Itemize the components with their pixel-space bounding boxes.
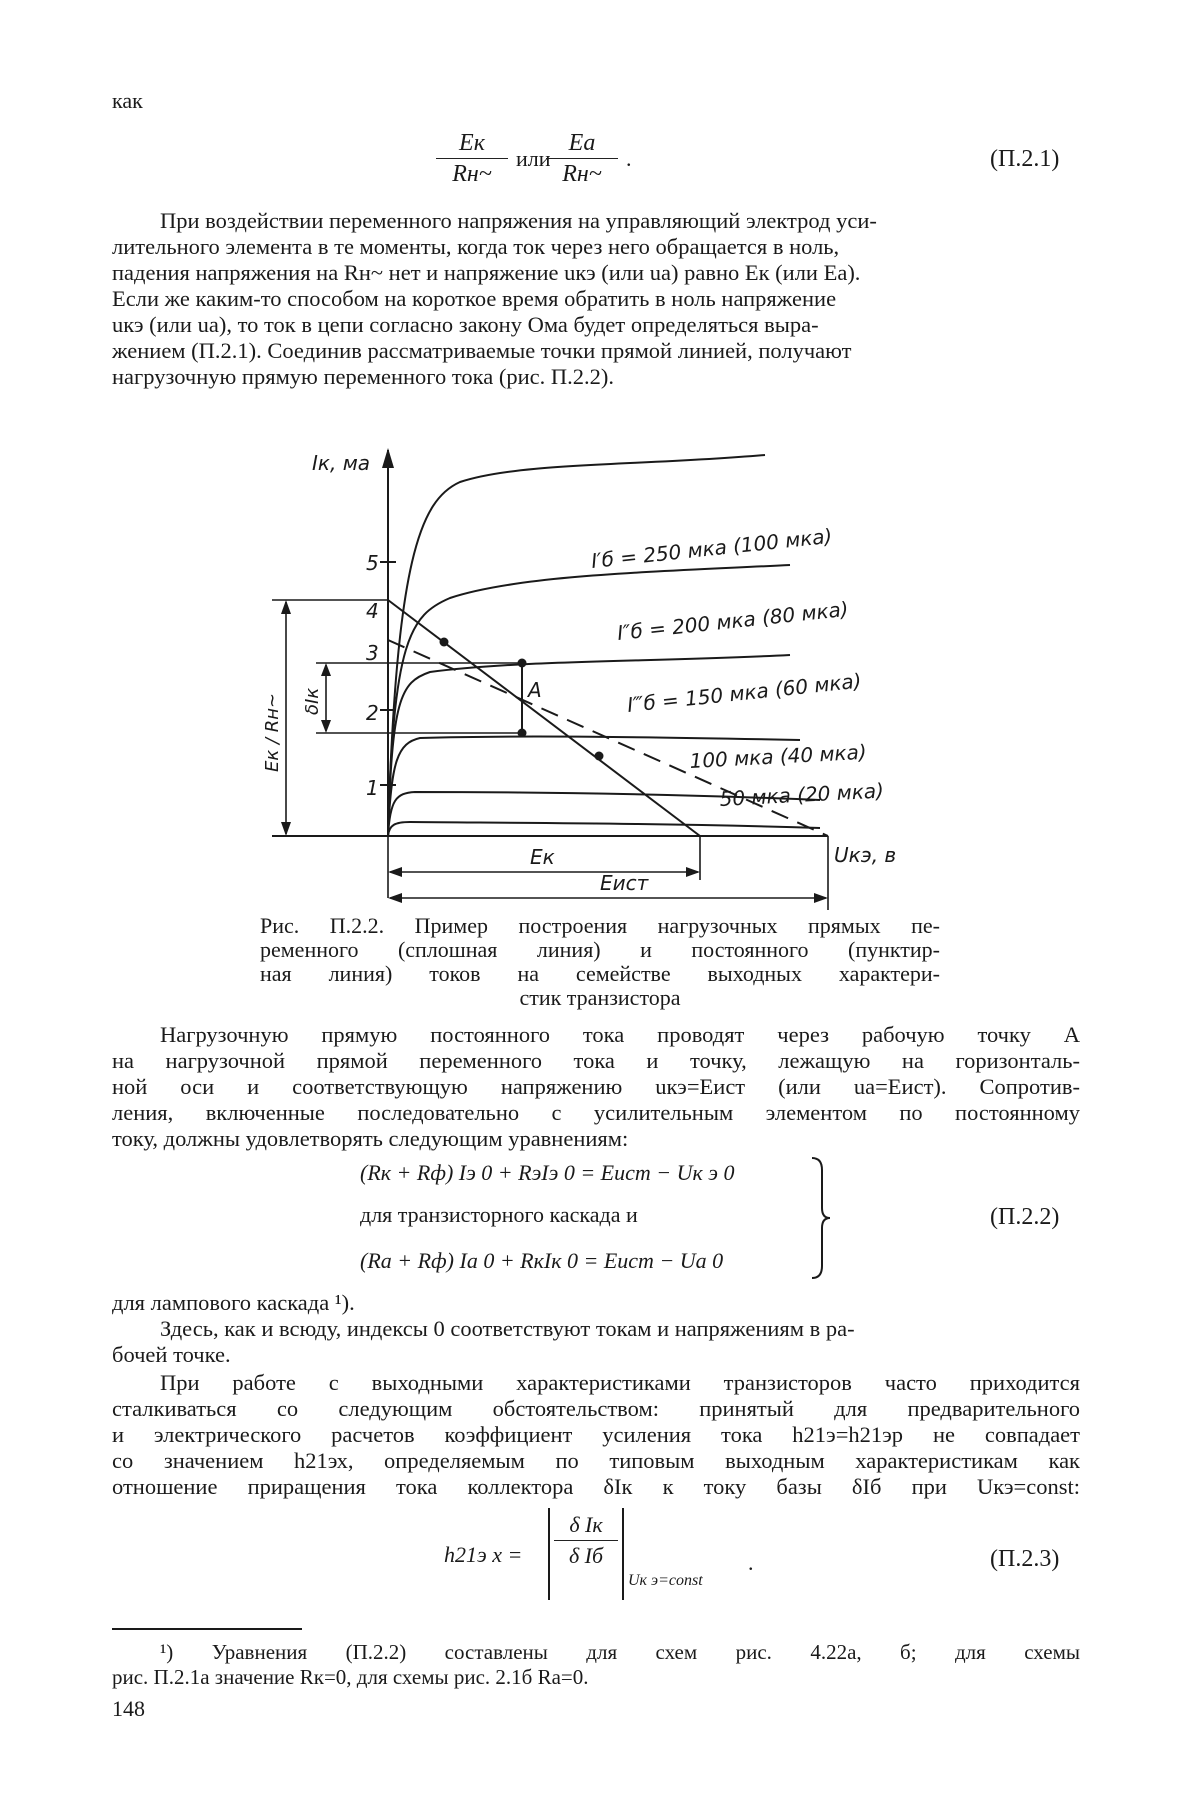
curve-label-250: I′б = 250 мка (100 мка) [590, 523, 834, 573]
arrowhead [281, 600, 291, 614]
text-line: При воздействии переменного напряжения на управляющий электрод уси- [160, 208, 877, 233]
eq3-num: δ Iк [554, 1510, 618, 1541]
text-line: на нагрузочной прямой переменного тока и точку, лежащую на горизонталь- [112, 1048, 1080, 1073]
footnote-line: ¹) Уравнения (П.2.2) составлены для схем рис. 4.22а, б; для схемы [160, 1640, 1080, 1664]
text-line: ления, включенные последовательно с усилительным элементом по постоянному [112, 1100, 1080, 1125]
y-tick-label-4: 4 [366, 599, 379, 623]
caption-line: ременного (сплошная линия) и постоянного (пунктир- [260, 937, 940, 962]
paragraph-4 [112, 1370, 1080, 1500]
text-line: току, должны удовлетворять следующим уравнениям: [112, 1126, 629, 1151]
text-line: со значением h21эх, определяемым по типовым выходным характеристикам как [112, 1448, 1080, 1473]
curve-label-50: 50 мка (20 мка) [719, 778, 885, 811]
text-line: жением (П.2.1). Соединив рассматриваемые точки прямой линией, получают [112, 338, 852, 363]
text-line: и электрического расчетов коэффициент усиления тока h21э=h21эр не совпадает [112, 1422, 1080, 1447]
page-number: 148 [112, 1696, 145, 1721]
arrowhead [321, 720, 331, 733]
curve-label-100: 100 мка (40 мка) [689, 739, 868, 773]
eq3-den: δ Iб [568, 1543, 604, 1568]
figure-caption [260, 914, 940, 1010]
text-line: для лампового каскада ¹). [112, 1290, 355, 1315]
text-line: падения напряжения на Rн~ нет и напряжение uкэ (или uа) равно Eк (или Eа). [112, 260, 861, 285]
eq3-abs-right-bar [622, 1508, 624, 1600]
text-line: лительного элемента в те моменты, когда ток через него обращается в ноль, [112, 234, 840, 259]
caption-line: ная линия) токов на семействе выходных характери- [260, 961, 940, 986]
dim-label-Ek-Rn: Eк / Rн~ [262, 692, 283, 772]
caption-line: стик транзистора [519, 985, 681, 1010]
eq3-lhs: h21э х = [444, 1542, 523, 1567]
arrowhead [388, 867, 402, 877]
load-point [595, 752, 604, 761]
y-tick-label-5: 5 [366, 551, 379, 575]
eq1-num1: Eк [436, 128, 508, 159]
eq1-den2: Rн~ [562, 161, 602, 187]
eq3-subscript: Uк э=const [628, 1572, 703, 1589]
curve-label-150: I‴б = 150 мка (60 мка) [626, 668, 863, 717]
paragraph-2 [112, 1022, 1080, 1152]
y-tick-label-2: 2 [366, 701, 379, 725]
dim-label-Eist: Eист [600, 871, 649, 895]
text-line: отношение приращения тока коллектора δIк к току базы δIб при Uкэ=const: [112, 1474, 1080, 1499]
arrowhead [281, 822, 291, 836]
footnote [112, 1640, 1080, 1690]
eq3-tail: . [748, 1550, 754, 1575]
point-label-A: A [528, 678, 542, 702]
text-line: сталкиваться со следующим обстоятельством: принятый для предварительного [112, 1396, 1080, 1421]
footnote-rule [112, 1628, 302, 1630]
y-axis-arrow [382, 448, 394, 468]
arrowhead [814, 893, 828, 903]
eq2-line-2: (Rа + Rф) Iа 0 + RкIк 0 = Eист − Uа 0 [360, 1248, 724, 1273]
load-point [518, 659, 527, 668]
caption-line: Рис. П.2.2. Пример построения нагрузочных прямых пе- [260, 913, 940, 938]
eq1-number: (П.2.1) [990, 146, 1060, 172]
eq1-connector: или [516, 146, 551, 171]
y-axis-label: Iк, ма [312, 451, 371, 475]
load-point [440, 638, 449, 647]
eq3-number: (П.2.3) [990, 1546, 1060, 1572]
text-line: Если же каким-то способом на короткое время обратить в ноль напряжение [112, 286, 837, 311]
arrowhead [388, 893, 402, 903]
y-tick-label-3: 3 [366, 641, 379, 665]
curve-label-200: I″б = 200 мка (80 мка) [616, 596, 850, 645]
text-line: При работе с выходными характеристиками транзисторов часто приходится [160, 1370, 1080, 1395]
top-word: как [112, 88, 143, 113]
text-line: Нагрузочную прямую постоянного тока проводят через рабочую точку A [160, 1022, 1080, 1047]
footnote-line: рис. П.2.1а значение Rк=0, для схемы рис. 2.1б Rа=0. [112, 1665, 589, 1689]
paragraph-3 [112, 1290, 1080, 1368]
eq2-number: (П.2.2) [990, 1204, 1060, 1230]
eq2-line-1: (Rк + Rф) Iэ 0 + RэIэ 0 = Eист − Uк э 0 [360, 1160, 735, 1185]
y-tick-label-1: 1 [366, 776, 379, 800]
text-line: uкэ (или uа), то ток в цепи согласно закону Ома будет определяться выра- [112, 312, 819, 337]
eq2-middle-text: для транзисторного каскада и [360, 1202, 638, 1227]
arrowhead [321, 663, 331, 676]
eq1-tail: . [626, 146, 632, 171]
eq1-num2: Eа [546, 128, 618, 159]
text-line: Здесь, как и всюду, индексы 0 соответствуют токам и напряжениям в ра- [160, 1316, 855, 1341]
text-line: ной оси и соответствующую напряжению uкэ=Eист (или uа=Eист). Сопротив- [112, 1074, 1080, 1099]
dim-label-dIk: δIк [302, 687, 323, 715]
x-axis-label: Uкэ, в [834, 843, 897, 867]
text-line: нагрузочную прямую переменного тока (рис. П.2.2). [112, 364, 614, 389]
text-line: бочей точке. [112, 1342, 231, 1367]
dim-label-Ek: Eк [530, 845, 555, 869]
eq2-brace [810, 1156, 834, 1280]
eq3-fraction [554, 1510, 618, 1571]
eq1-den1: Rн~ [452, 161, 492, 187]
operating-point-A [518, 729, 527, 738]
arrowhead [686, 867, 700, 877]
eq3-abs-left-bar [548, 1508, 550, 1600]
curve-20mka [388, 822, 820, 836]
